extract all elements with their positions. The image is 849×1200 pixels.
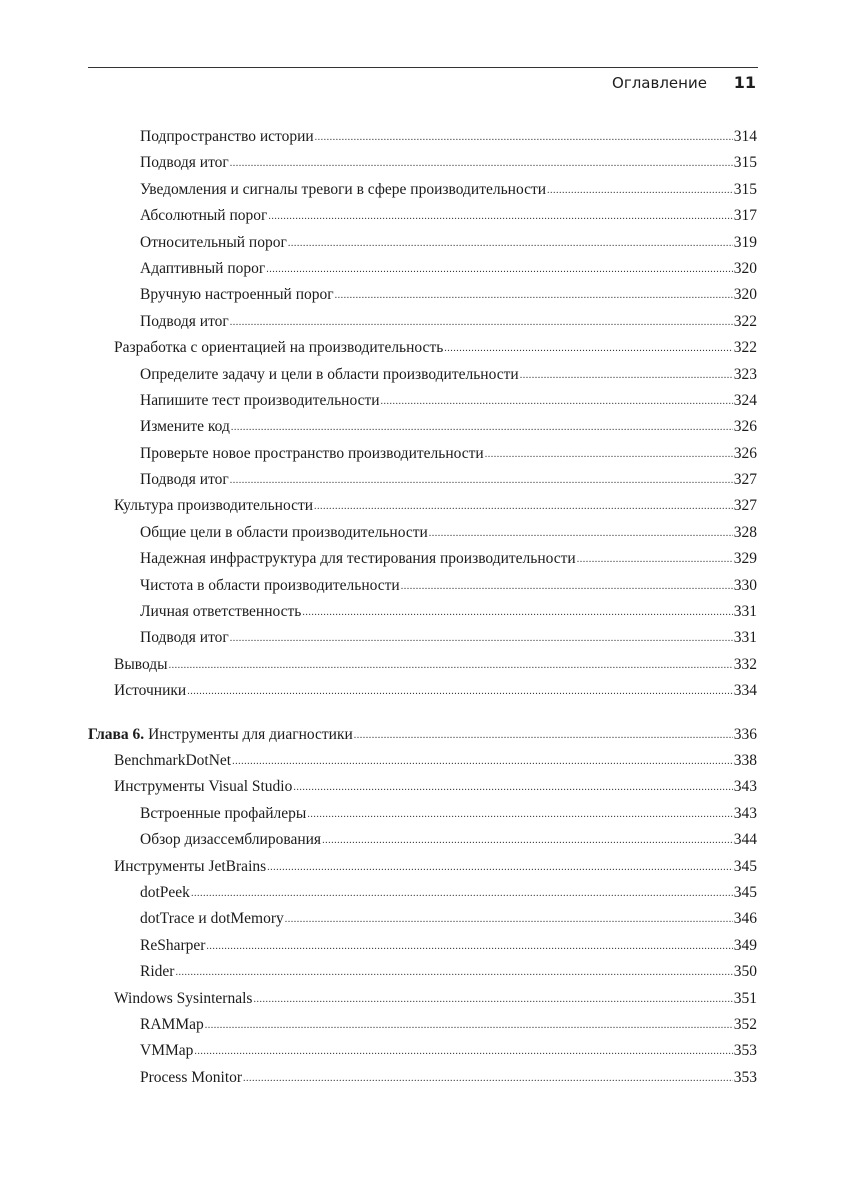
toc-entry-title: Windows Sysinternals [114, 989, 253, 1007]
toc-entry [88, 493, 757, 519]
dot-leader [267, 863, 733, 873]
dot-leader [285, 915, 733, 925]
toc-entry-page: 345 [733, 883, 757, 901]
toc-entry-page: 327 [733, 471, 757, 489]
toc-entry-page: 320 [733, 259, 757, 277]
dot-leader [232, 757, 733, 767]
toc-entry-title: Абсолютный порог [140, 207, 268, 225]
toc-entry [88, 230, 757, 256]
dot-leader [175, 968, 732, 978]
toc-chapter-entry [88, 722, 757, 748]
toc-entry-title: Process Monitor [140, 1068, 243, 1086]
dot-leader [335, 291, 733, 301]
toc-entry-page: 322 [733, 339, 757, 357]
toc-entry [88, 388, 757, 414]
toc-entry-title: Подводя итог [140, 154, 229, 172]
dot-leader [547, 186, 733, 196]
toc-entry [88, 906, 757, 932]
dot-leader [187, 687, 733, 697]
toc-entry [88, 573, 757, 599]
dot-leader [307, 810, 732, 820]
running-head [500, 72, 756, 94]
toc-entry [88, 282, 757, 308]
toc-entry-page: 334 [733, 682, 757, 700]
toc-entry-page: 349 [733, 936, 757, 954]
toc-entry [88, 335, 757, 361]
toc-entry-page: 314 [733, 128, 757, 145]
toc-entry [88, 256, 757, 282]
toc-entry-page: 326 [733, 418, 757, 436]
toc-entry-page: 326 [733, 444, 757, 462]
toc-entry-title: Адаптивный порог [140, 259, 266, 277]
toc-entry-title: Общие цели в области производительности [140, 523, 428, 541]
toc-entry-title: dotTrace и dotMemory [140, 910, 284, 928]
toc-entry [88, 467, 757, 493]
toc-entry-page: 324 [733, 391, 757, 409]
dot-leader [268, 212, 732, 222]
running-head-title: Оглавление [612, 74, 707, 92]
dot-leader [577, 555, 733, 565]
toc-entry-title: Источники [114, 682, 187, 700]
dot-leader [429, 529, 733, 539]
toc-entry-title: Rider [140, 963, 175, 981]
dot-leader [231, 423, 733, 433]
toc-entry-page: 319 [733, 233, 757, 251]
dot-leader [293, 783, 732, 793]
toc-entry-page: 351 [733, 989, 757, 1007]
toc-entry-title: Личная ответственность [140, 603, 302, 621]
toc-entry [88, 801, 757, 827]
dot-leader [314, 502, 733, 512]
dot-leader [520, 371, 733, 381]
toc-entry [88, 774, 757, 800]
toc-entry [88, 959, 757, 985]
dot-leader [230, 159, 733, 169]
toc-entry-title: Подводя итог [140, 471, 229, 489]
toc-entry-page: 315 [733, 180, 757, 198]
toc-entry [88, 625, 757, 651]
dot-leader [230, 634, 733, 644]
toc-entry-title: Вручную настроенный порог [140, 286, 334, 304]
page-number: 11 [733, 73, 756, 92]
toc-entry [88, 124, 757, 150]
dot-leader [444, 344, 732, 354]
dot-leader [191, 889, 733, 899]
toc-entry-page: 344 [733, 831, 757, 849]
toc-entry-page: 331 [733, 603, 757, 621]
toc-entry-page: 329 [733, 550, 757, 568]
toc-entry [88, 880, 757, 906]
toc-entry [88, 546, 757, 572]
dot-leader [205, 1021, 733, 1031]
toc-entry-page: 336 [733, 725, 757, 743]
toc-entry-page: 315 [733, 154, 757, 172]
toc-entry [88, 678, 757, 704]
toc-entry [88, 827, 757, 853]
dot-leader [288, 239, 733, 249]
table-of-contents [88, 124, 757, 1091]
toc-entry-page: 352 [733, 1015, 757, 1033]
toc-entry-title: RAMMap [140, 1015, 204, 1033]
toc-entry [88, 203, 757, 229]
dot-leader [194, 1047, 732, 1057]
toc-entry-page: 343 [733, 778, 757, 796]
toc-entry-title: Относительный порог [140, 233, 287, 251]
dot-leader [266, 265, 733, 275]
toc-entry-page: 317 [733, 207, 757, 225]
dot-leader [230, 476, 733, 486]
dot-leader [401, 582, 733, 592]
toc-entry [88, 652, 757, 678]
toc-entry [88, 986, 757, 1012]
toc-entry-page: 353 [733, 1042, 757, 1060]
toc-entry-page: 331 [733, 629, 757, 647]
toc-entry-title: Разработка с ориентацией на производительность [114, 339, 444, 357]
toc-entry-page: 346 [733, 910, 757, 928]
dot-leader [302, 608, 732, 618]
toc-entry-title: Подводя итог [140, 312, 229, 330]
dot-leader [381, 397, 733, 407]
dot-leader [322, 836, 733, 846]
toc-entry-title: BenchmarkDotNet [114, 751, 232, 769]
toc-entry-page: 327 [733, 497, 757, 515]
dot-leader [354, 731, 733, 741]
toc-entry-title: Подпространство истории [140, 128, 314, 145]
toc-entry [88, 441, 757, 467]
toc-entry-title: Напишите тест производительности [140, 391, 380, 409]
toc-entry [88, 1038, 757, 1064]
toc-entry-title: Инструменты для диагностики [148, 725, 353, 743]
toc-entry-page: 328 [733, 523, 757, 541]
toc-entry-title: Уведомления и сигналы тревоги в сфере производительности [140, 180, 547, 198]
toc-entry-title: Определите задачу и цели в области производительности [140, 365, 519, 383]
toc-entry-title: Подводя итог [140, 629, 229, 647]
header-rule [88, 67, 758, 68]
toc-entry-title: Инструменты JetBrains [114, 857, 267, 875]
dot-leader [315, 133, 733, 143]
dot-leader [169, 661, 733, 671]
dot-leader [485, 450, 733, 460]
toc-entry [88, 362, 757, 388]
toc-entry [88, 933, 757, 959]
toc-chapter-title [88, 722, 353, 748]
toc-entry [88, 1065, 757, 1091]
toc-entry [88, 177, 757, 203]
dot-leader [206, 942, 732, 952]
dot-leader [253, 995, 732, 1005]
toc-entry-page: 320 [733, 286, 757, 304]
toc-entry-title: dotPeek [140, 883, 190, 901]
dot-leader [243, 1074, 733, 1084]
toc-entry [88, 150, 757, 176]
chapter-label: Глава 6. [88, 725, 145, 743]
toc-entry [88, 748, 757, 774]
toc-entry-title: VMMap [140, 1042, 194, 1060]
toc-entry [88, 414, 757, 440]
toc-entry-page: 332 [733, 655, 757, 673]
toc-entry-page: 345 [733, 857, 757, 875]
toc-entry-page: 353 [733, 1068, 757, 1086]
toc-entry-title: Культура производительности [114, 497, 314, 515]
toc-entry-title: Проверьте новое пространство производительности [140, 444, 484, 462]
toc-entry-page: 350 [733, 963, 757, 981]
toc-entry [88, 854, 757, 880]
toc-entry [88, 520, 757, 546]
toc-entry [88, 309, 757, 335]
toc-entry-title: ReSharper [140, 936, 206, 954]
toc-entry-title: Чистота в области производительности [140, 576, 400, 594]
toc-entry-page: 343 [733, 804, 757, 822]
toc-entry-page: 338 [733, 751, 757, 769]
toc-entry-page: 323 [733, 365, 757, 383]
toc-entry-page: 322 [733, 312, 757, 330]
dot-leader [230, 318, 733, 328]
toc-entry-title: Инструменты Visual Studio [114, 778, 293, 796]
toc-entry-title: Выводы [114, 655, 168, 673]
toc-entry-page: 330 [733, 576, 757, 594]
toc-entry-title: Надежная инфраструктура для тестирования производительности [140, 550, 576, 568]
toc-entry [88, 1012, 757, 1038]
toc-entry-title: Измените код [140, 418, 230, 436]
toc-entry-title: Встроенные профайлеры [140, 804, 307, 822]
toc-entry-title: Обзор дизассемблирования [140, 831, 322, 849]
toc-entry [88, 599, 757, 625]
